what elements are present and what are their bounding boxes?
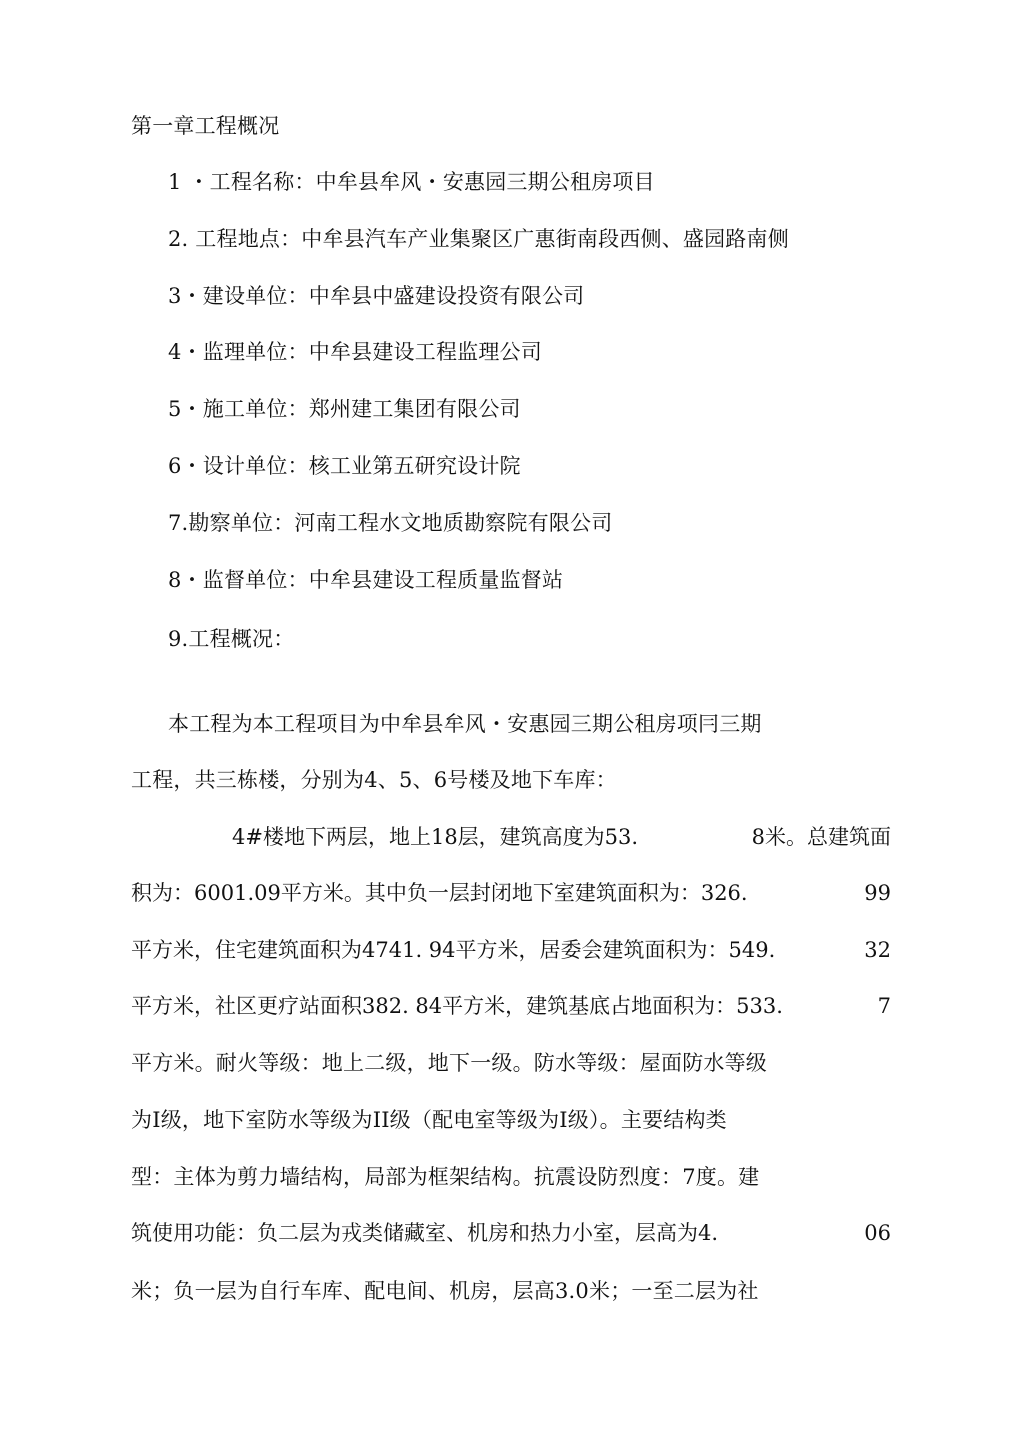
- body-line: 型：主体为剪力墙结构，局部为框架结构。抗震设防烈度：7度。建: [131, 1165, 760, 1189]
- body-line: 为I级，地下室防水等级为II级（配电室等级为I级）。主要结构类: [131, 1108, 727, 1132]
- body-line-tail: 32: [864, 938, 891, 962]
- body-line: [232, 822, 891, 852]
- chapter-title: 第一章工程概况: [131, 114, 280, 138]
- item-project-location: 2. 工程地点：中牟县汽车产业集聚区广惠街南段西侧、盛园路南侧: [168, 227, 789, 251]
- body-line-tail: 99: [864, 881, 891, 905]
- body-line-tail: 06: [864, 1221, 891, 1245]
- body-line: [131, 935, 891, 965]
- item-builder-unit: 5・施工单位：郑州建工集团有限公司: [168, 397, 521, 421]
- item-construction-unit: 3・建设单位：中牟县中盛建设投资有限公司: [168, 284, 585, 308]
- intro-line-2: 工程，共三栋楼，分别为4、5、6号楼及地下车库：: [131, 768, 617, 792]
- item-design-unit: 6・设计单位：核工业第五研究设计院: [168, 454, 521, 478]
- body-line: 米；负一层为自行车库、配电间、机房，层高3.0米；一至二层为社: [131, 1279, 759, 1303]
- body-line-tail: 8米。总建筑面: [751, 825, 891, 849]
- body-line: [131, 991, 891, 1021]
- item-project-name: 1 ・工程名称：中牟县牟风・安惠园三期公租房项目: [168, 170, 655, 194]
- intro-line-1: 本工程为本工程项目为中牟县牟风・安惠园三期公租房项冃三期: [168, 712, 762, 736]
- body-line: [131, 1218, 891, 1248]
- body-line-text: 平方米，住宅建筑面积为4741. 94平方米，居委会建筑面积为：549.: [131, 938, 776, 962]
- body-line-text: 筑使用功能：负二层为戎类储藏室、机房和热力小室，层高为4.: [131, 1221, 719, 1245]
- body-line-text: 积为：6001.09平方米。其中负一层封闭地下室建筑面积为：326.: [131, 881, 748, 905]
- item-project-overview: 9.工程概况：: [168, 627, 295, 651]
- item-inspection-unit: 8・监督单位：中牟县建设工程质量监督站: [168, 568, 564, 592]
- body-line-tail: 7: [877, 994, 891, 1018]
- body-line-text: 4#楼地下两层，地上18层，建筑高度为53.: [232, 825, 639, 849]
- item-survey-unit: 7.勘察单位：河南工程水文地质勘察院有限公司: [168, 511, 613, 535]
- body-line: 平方米。耐火等级：地上二级，地下一级。防水等级：屋面防水等级: [131, 1051, 767, 1075]
- body-line-text: 平方米，社区更疗站面积382. 84平方米，建筑基底占地面积为：533.: [131, 994, 783, 1018]
- body-line: [131, 878, 891, 908]
- item-supervision-unit: 4・监理单位：中牟县建设工程监理公司: [168, 340, 542, 364]
